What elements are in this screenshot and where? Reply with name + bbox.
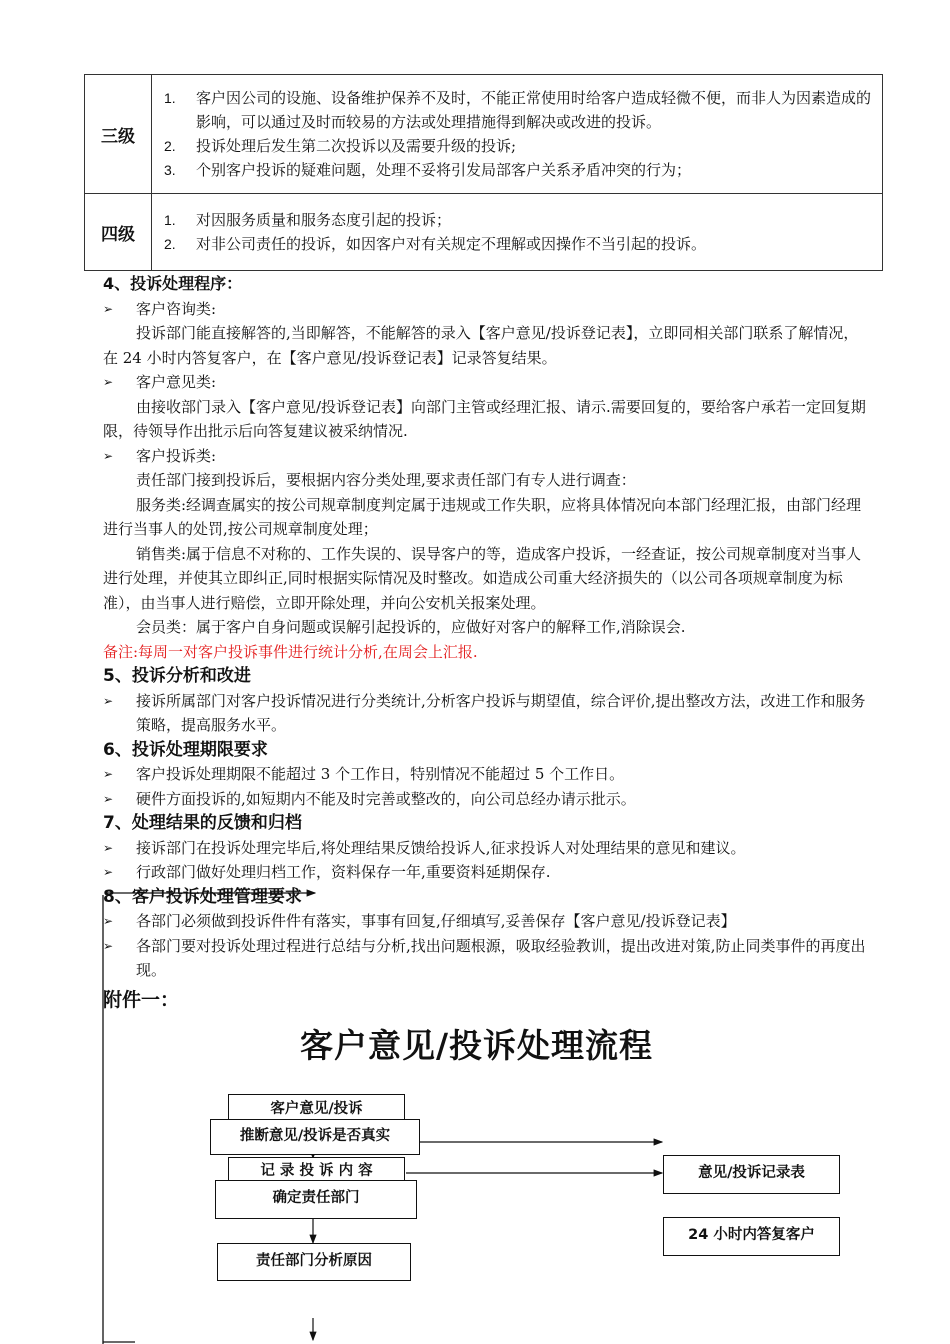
level-item: 2. 对非公司责任的投诉，如因客户对有关规定不理解或因操作不当引起的投诉。: [164, 235, 707, 253]
arrow-bullet-icon: ➢: [103, 448, 114, 463]
level-item: 3. 个别客户投诉的疑难问题，处理不妥将引发局部客户关系矛盾冲突的行为；: [164, 161, 692, 179]
arrow-bullet-icon: ➢: [103, 791, 114, 806]
section-heading: 7、处理结果的反馈和归档: [103, 813, 302, 833]
section-heading: 4、投诉处理程序：: [103, 274, 243, 293]
flow-box-responsible-dept: 确定责任部门: [215, 1180, 417, 1219]
arrow-bullet-icon: ➢: [103, 375, 114, 389]
paragraph: 由接收部门录入【客户意见/投诉登记表】向部门主管或经理汇报、请示.需要回复的，要给客户承若一定回复期限，待领导作出批示后向答复建议被采纳情况.: [103, 397, 866, 440]
paragraph: 销售类:属于信息不对称的、工作失误的、误导客户的等，造成客户投诉，一经查证，按公司规章制度对当事人进行处理，并使其立即纠正,同时根据实际情况及时整改。如造成公司重大经济损失的（以公司各项规章制度为标准），由当事人进行赔偿，立即开除处理，并向公安机关报案处理。: [103, 544, 862, 612]
level-label: 三级: [85, 75, 152, 194]
flow-box-judge: 推断意见/投诉是否真实: [210, 1119, 420, 1155]
bullet-item: ➢ 客户意见类:: [103, 370, 873, 395]
arrow-bullet-icon: ➢: [103, 693, 114, 708]
flow-box-analyze-cause: 责任部门分析原因: [217, 1243, 411, 1281]
paragraph: 会员类：属于客户自身问题或误解引起投诉的，应做好对客户的解释工作,消除误会.: [136, 618, 686, 636]
bullet-item: ➢ 各部门必须做到投诉件件有落实，事事有回复,仔细填写,妥善保存【客户意见/投诉登记表】: [103, 909, 873, 934]
paragraph: 投诉部门能直接解答的,当即解答，不能解答的录入【客户意见/投诉登记表】，立即同相关部门联系了解情况，在 24 小时内答复客户，在【客户意见/投诉登记表】记录答复结果。: [103, 324, 859, 367]
level-item: 1. 对因服务质量和服务态度引起的投诉；: [164, 211, 452, 229]
bullet-item: ➢ 客户咨询类:: [103, 297, 873, 322]
section-heading: 5、投诉分析和改进: [103, 666, 251, 686]
arrow-bullet-icon: ➢: [103, 914, 114, 928]
bullet-item: ➢ 各部门要对投诉处理过程进行总结与分析,找出问题根源，吸取经验教训，提出改进对策,防止同类事件的再度出现。: [103, 934, 873, 983]
paragraph: 服务类:经调查属实的按公司规章制度判定属于违规或工作失职，应将具体情况向本部门经理汇报，由部门经理进行当事人的处罚,按公司规章制度处理；: [103, 495, 862, 538]
arrow-bullet-icon: ➢: [103, 840, 114, 855]
arrow-bullet-icon: ➢: [103, 767, 114, 781]
flow-box-reply-24h: 24 小时内答复客户: [663, 1217, 840, 1256]
bullet-item: ➢ 接诉部门在投诉处理完毕后,将处理结果反馈给投诉人,征求投诉人对处理结果的意见和建议。: [103, 836, 873, 861]
arrow-bullet-icon: ➢: [103, 938, 114, 953]
flow-box-complaint: 客户意见/投诉: [228, 1094, 405, 1124]
level-label: 四级: [85, 194, 152, 271]
flow-box-record: 记 录 投 诉 内 容: [228, 1157, 405, 1184]
note: 备注:每周一对客户投诉事件进行统计分析,在周会上汇报.: [103, 642, 478, 661]
bullet-item: ➢ 客户投诉类:: [103, 444, 873, 469]
level-item: 2. 投诉处理后发生第二次投诉以及需要升级的投诉;: [164, 137, 517, 155]
paragraph: 责任部门接到投诉后，要根据内容分类处理,要求责任部门有专人进行调查：: [136, 471, 636, 489]
arrow-bullet-icon: ➢: [103, 865, 114, 879]
level-item: 1. 客户因公司的设施、设备维护保养不及时，不能正常使用时给客户造成轻微不便，而非人为因素造成的影响，可以通过及时而较易的方法或处理措施得到解决或改进的投诉。: [164, 89, 872, 131]
flowchart-title: 客户意见/投诉处理流程: [300, 1026, 654, 1065]
arrow-bullet-icon: ➢: [103, 301, 114, 316]
bullet-item: ➢ 客户投诉处理期限不能超过 3 个工作日，特别情况不能超过 5 个工作日。: [103, 762, 873, 787]
bullet-item: ➢ 硬件方面投诉的,如短期内不能及时完善或整改的，向公司总经办请示批示。: [103, 787, 873, 812]
section-heading: 6、投诉处理期限要求: [103, 739, 268, 760]
flow-box-record-form: 意见/投诉记录表: [663, 1155, 840, 1194]
bullet-item: ➢ 行政部门做好处理归档工作，资料保存一年,重要资料延期保存.: [103, 860, 873, 885]
attachment-label: 附件一：: [103, 988, 180, 1011]
bullet-item: ➢ 接诉所属部门对客户投诉情况进行分类统计,分析客户投诉与期望值，综合评价,提出整改方法，改进工作和服务策略，提高服务水平。: [103, 689, 873, 738]
section-heading: 8、客户投诉处理管理要求: [103, 886, 302, 907]
